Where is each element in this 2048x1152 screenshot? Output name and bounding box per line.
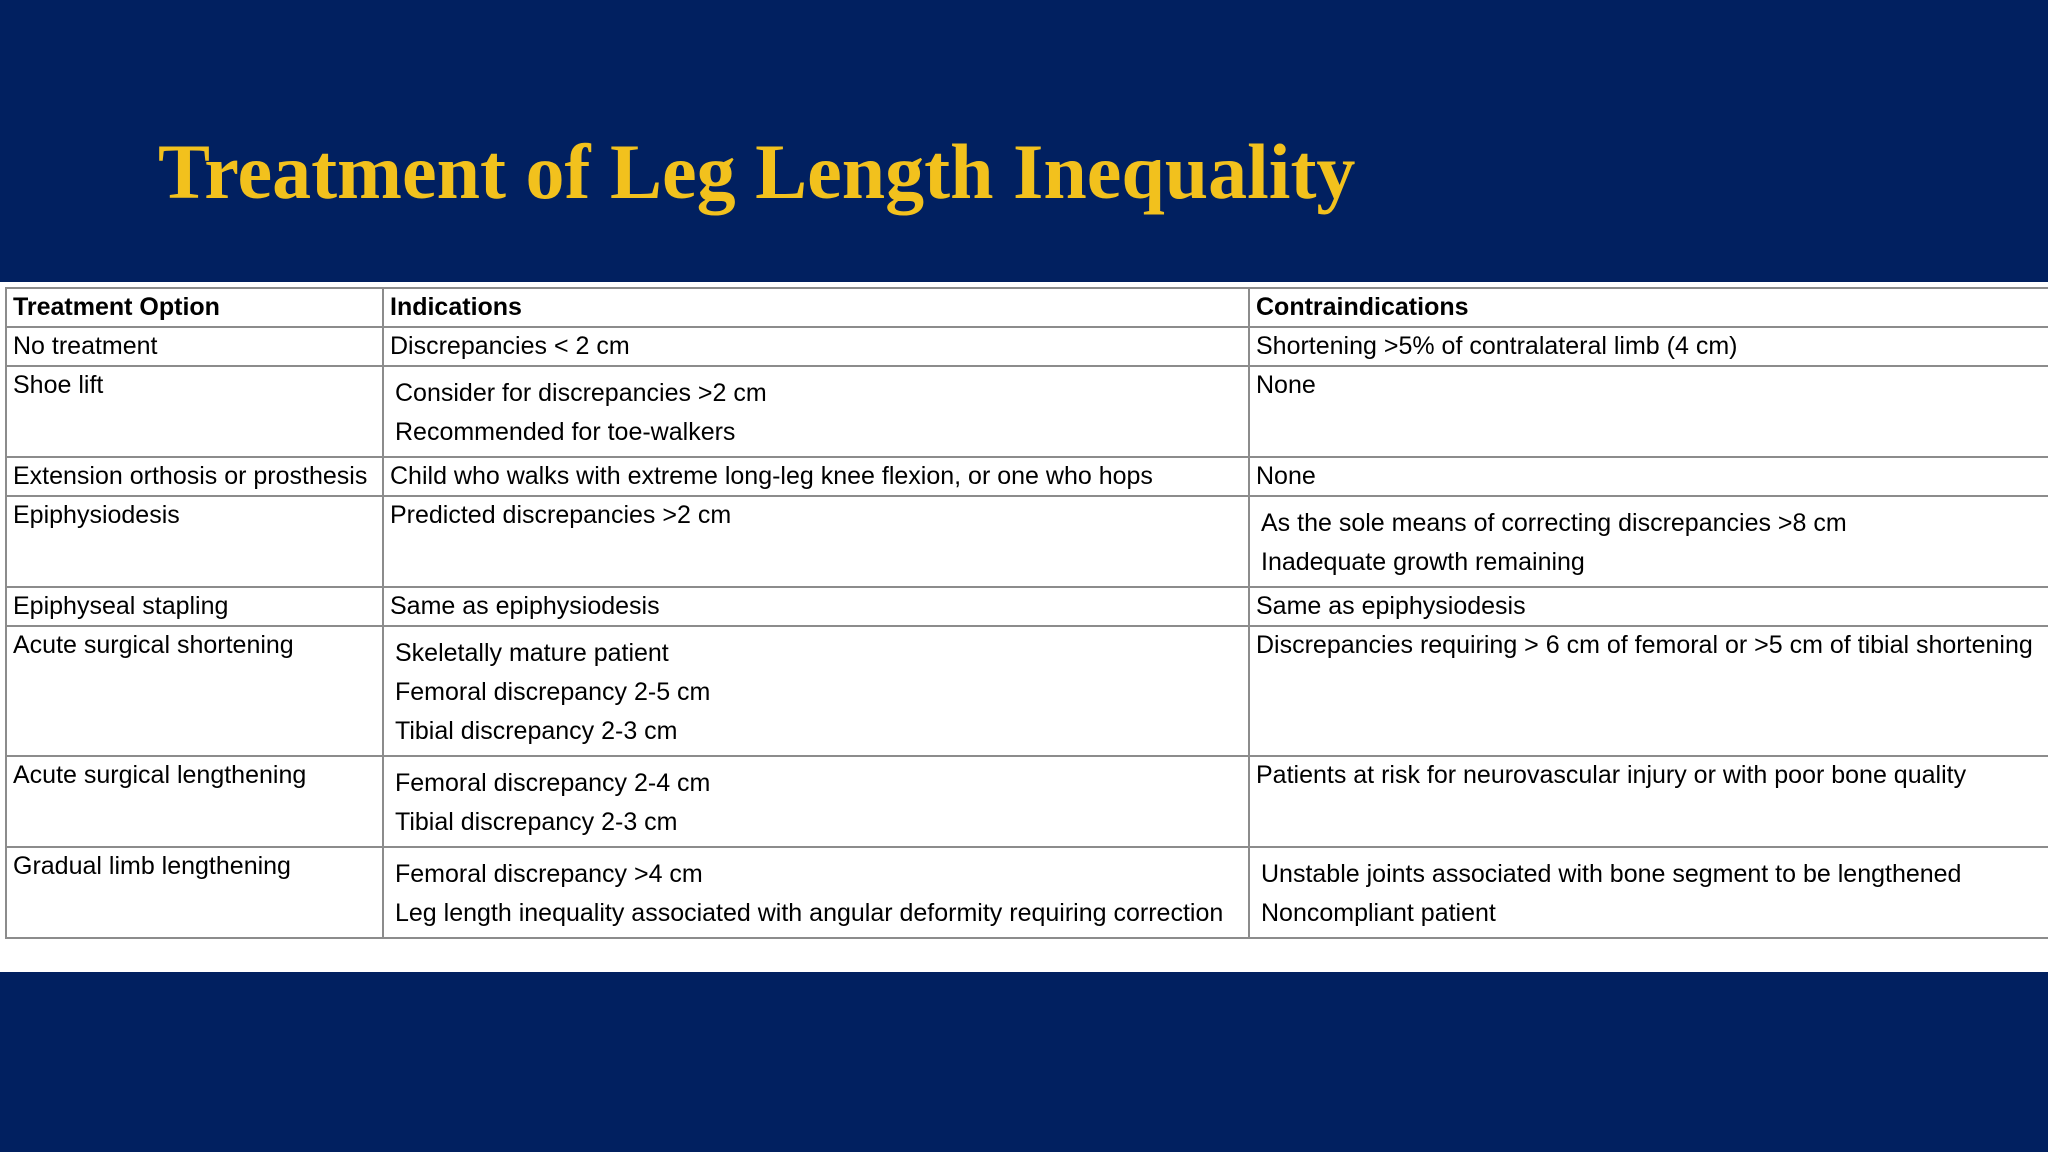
header-contraindications: Contraindications xyxy=(1249,288,2048,327)
slide-title: Treatment of Leg Length Inequality xyxy=(158,128,1356,215)
indication-line: Tibial discrepancy 2-3 cm xyxy=(395,808,678,836)
contraindications-cell xyxy=(1249,847,2048,938)
treatment-option-cell: Extension orthosis or prosthesis xyxy=(6,457,383,496)
contraindications-cell: None xyxy=(1249,366,2048,457)
header-treatment-option: Treatment Option xyxy=(6,288,383,327)
table-row xyxy=(6,847,2048,938)
indication-line: Femoral discrepancy >4 cm xyxy=(395,860,703,888)
indication-line: Recommended for toe-walkers xyxy=(395,418,736,446)
treatment-option-cell: Epiphyseal stapling xyxy=(6,587,383,626)
contraindication-line: Unstable joints associated with bone segment to be lengthened xyxy=(1261,860,1962,888)
contraindications-cell: Shortening >5% of contralateral limb (4 cm) xyxy=(1249,327,2048,366)
contraindications-cell: Patients at risk for neurovascular injury or with poor bone quality xyxy=(1249,756,2048,847)
treatment-option-cell: Acute surgical lengthening xyxy=(6,756,383,847)
treatment-option-cell: Acute surgical shortening xyxy=(6,626,383,756)
indication-line: Tibial discrepancy 2-3 cm xyxy=(395,717,678,745)
indication-line: Skeletally mature patient xyxy=(395,639,669,667)
treatment-option-cell: Shoe lift xyxy=(6,366,383,457)
indications-cell xyxy=(383,626,1249,756)
contraindication-line: Inadequate growth remaining xyxy=(1261,548,1585,576)
contraindications-cell xyxy=(1249,496,2048,587)
indications-cell xyxy=(383,847,1249,938)
indication-line: Femoral discrepancy 2-5 cm xyxy=(395,678,711,706)
indication-line: Consider for discrepancies >2 cm xyxy=(395,379,767,407)
treatment-table xyxy=(5,287,2048,939)
indications-cell: Discrepancies < 2 cm xyxy=(383,327,1249,366)
table-row xyxy=(6,496,2048,587)
indications-cell: Same as epiphysiodesis xyxy=(383,587,1249,626)
table-row xyxy=(6,626,2048,756)
table-row xyxy=(6,327,2048,366)
contraindication-line: As the sole means of correcting discrepancies >8 cm xyxy=(1261,509,1847,537)
indication-line: Leg length inequality associated with angular deformity requiring correction xyxy=(395,899,1224,927)
contraindications-cell: Discrepancies requiring > 6 cm of femoral or >5 cm of tibial shortening xyxy=(1249,626,2048,756)
indication-line: Femoral discrepancy 2-4 cm xyxy=(395,769,711,797)
indications-cell: Child who walks with extreme long-leg knee flexion, or one who hops xyxy=(383,457,1249,496)
table-row xyxy=(6,756,2048,847)
table-row xyxy=(6,366,2048,457)
table-panel xyxy=(0,282,2048,972)
treatment-option-cell: No treatment xyxy=(6,327,383,366)
contraindications-cell: Same as epiphysiodesis xyxy=(1249,587,2048,626)
indications-cell: Predicted discrepancies >2 cm xyxy=(383,496,1249,587)
treatment-option-cell: Gradual limb lengthening xyxy=(6,847,383,938)
contraindications-cell: None xyxy=(1249,457,2048,496)
indications-cell xyxy=(383,366,1249,457)
header-row xyxy=(6,288,2048,327)
indications-cell xyxy=(383,756,1249,847)
table-row xyxy=(6,457,2048,496)
treatment-option-cell: Epiphysiodesis xyxy=(6,496,383,587)
header-indications: Indications xyxy=(383,288,1249,327)
table-row xyxy=(6,587,2048,626)
contraindication-line: Noncompliant patient xyxy=(1261,899,1496,927)
